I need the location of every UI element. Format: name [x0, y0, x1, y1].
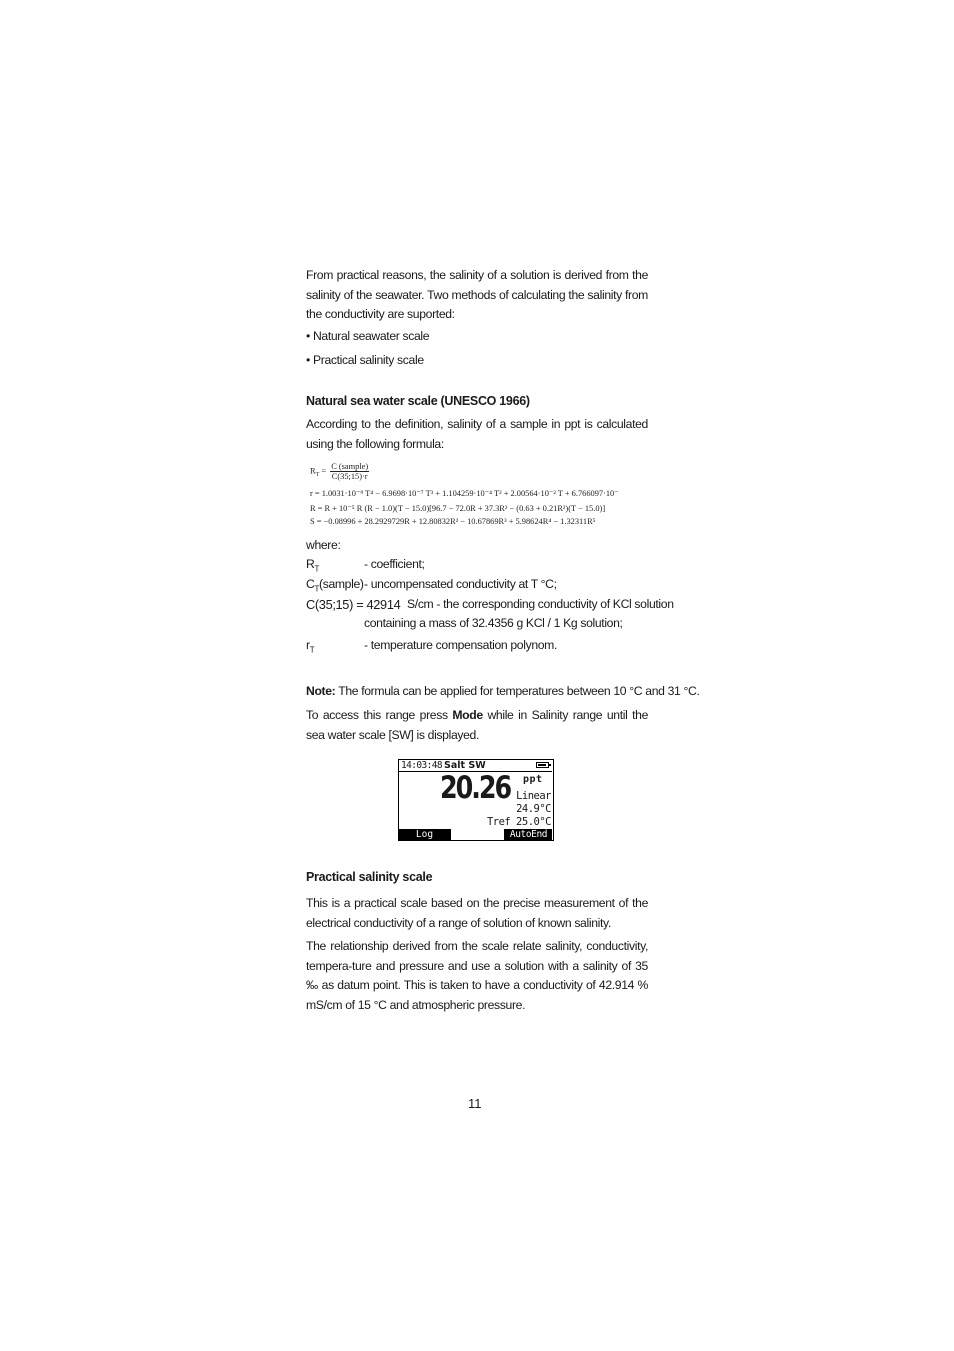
lcd-main-value: 20.26: [440, 770, 511, 806]
where-label: where:: [306, 538, 341, 552]
section-heading-natural: Natural sea water scale (UNESCO 1966): [306, 394, 530, 408]
formula-rt-lhs: R: [310, 466, 316, 476]
def-c3515-desc-cont: containing a mass of 32.4356 g KCl / 1 Kg solution;: [364, 616, 623, 630]
battery-icon: [536, 762, 549, 768]
intro-paragraph: From practical reasons, the salinity of a solution is derived from the salinity of the seawater. Two methods of calculating the salinity from the conductivity are suported:: [306, 268, 648, 321]
def-rt-term: [306, 557, 319, 573]
lcd-mode: Salt SW: [444, 760, 486, 771]
lcd-unit: ppt: [523, 774, 543, 785]
def-rt-sub: T: [314, 564, 319, 574]
formula-rt: $R_T$ = C (sample) C(35;15)·r: [310, 462, 369, 481]
access-post: while in Salinity range until the sea water scale [SW] is displayed.: [306, 708, 648, 742]
formula-rt-denominator: C(35;15)·r: [331, 472, 368, 481]
formula-s: S = −0.08996 + 28.2929729R + 12.80832R² − 10.67869R³ + 5.98624R⁴ − 1.32311R⁵: [310, 517, 596, 526]
access-pre: To access this range press: [306, 708, 453, 722]
lcd-temperature: 24.9°C: [516, 803, 551, 815]
def-ct-suffix: (sample): [319, 577, 364, 591]
definitions-block: [306, 538, 674, 668]
note-line: [306, 682, 700, 702]
access-key-mode: Mode: [452, 708, 483, 722]
formula-r: R = R + 10⁻⁵ R (R − 1.0)(T − 15.0)[96.7 − 72.0R + 37.3R² − (0.63 + 0.21R²)(T − 15.0)]: [310, 504, 606, 513]
def-rt-letter: R: [306, 557, 315, 571]
formula-fraction: [330, 462, 369, 481]
note-label: Note:: [306, 684, 336, 698]
softkey-autoend[interactable]: AutoEnd: [509, 829, 548, 840]
formula-rt-numerator: C (sample): [331, 462, 369, 471]
section2-paragraph-1: This is a practical scale based on the precise measurement of the electrical conductivity of a range of solution of known salinity.: [306, 896, 648, 930]
softkey-blank: [451, 829, 504, 840]
access-paragraph: [306, 706, 648, 745]
section1-intro: According to the definition, salinity of a sample in ppt is calculated using the following formula:: [306, 417, 648, 451]
def-ct-letter: C: [306, 577, 315, 591]
softkey-log[interactable]: Log: [415, 829, 434, 840]
def-c3515-desc: S/cm - the corresponding conductivity of KCl solution: [407, 597, 674, 611]
lcd-time: 14:03:48: [401, 760, 442, 771]
section-heading-practical: Practical salinity scale: [306, 870, 433, 884]
section2-paragraph-2: The relationship derived from the scale relate salinity, conductivity, tempera-ture and pressure and use a solution with a salinity of 35 ‰ as datum point. This is taken to have a conductivity of 42.914 % mS/cm of 15 °C and atmospheric pressure.: [306, 939, 648, 1012]
lcd-compensation: Linear: [516, 790, 551, 802]
def-ct-term: [306, 577, 364, 593]
def-ct-sub: T: [314, 584, 319, 594]
def-rtpoly-letter: r: [306, 638, 310, 652]
def-rt-desc: - coefficient;: [364, 557, 425, 571]
formula-rt-polynom: r = 1.0031·10⁻⁹ T⁴ − 6.9698·10⁻⁷ T³ + 1.104259·10⁻⁴ T² + 2.00564·10⁻² T + 6.766097·10⁻: [310, 489, 619, 498]
lcd-tref: Tref 25.0°C: [486, 816, 551, 828]
note-text: The formula can be applied for temperatures between 10 °C and 31 °C.: [338, 684, 700, 698]
def-rtpoly-term: [306, 638, 314, 654]
def-ct-desc: - uncompensated conductivity at T °C;: [364, 577, 557, 591]
def-c3515-term: C(35;15) = 42914: [306, 597, 401, 612]
page-number: 11: [468, 1096, 482, 1111]
lcd-softkey-bar: [399, 829, 552, 840]
def-rtpoly-sub: T: [309, 645, 315, 655]
def-rtpoly-desc: - temperature compensation polynom.: [364, 638, 558, 652]
lcd-display: [398, 759, 554, 841]
bullet-natural-seawater: • Natural seawater scale: [306, 329, 430, 343]
bullet-practical-salinity: • Practical salinity scale: [306, 353, 424, 367]
